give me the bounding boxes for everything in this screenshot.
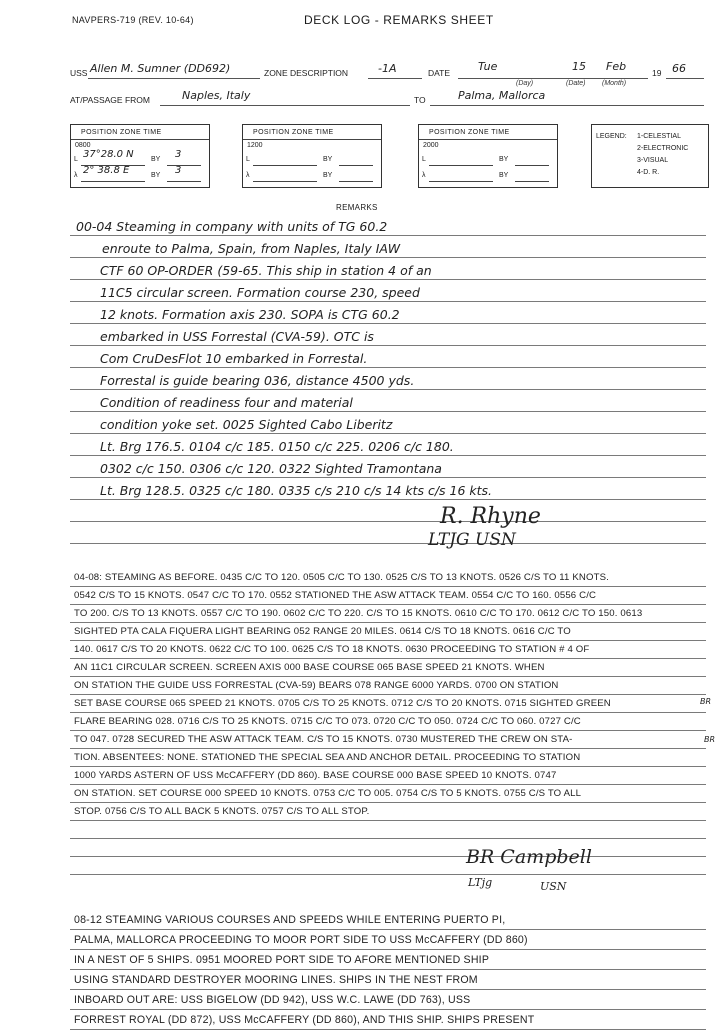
year-prefix: 19 (652, 68, 662, 78)
entry-line: IN A NEST OF 5 SHIPS. 0951 MOORED PORT SIDE TO AFORE MENTIONED SHIP (74, 954, 490, 966)
ruled-line (70, 730, 706, 731)
ruled-line (70, 257, 706, 258)
entry-line: 12 knots. Formation axis 230. SOPA is CTG 60.2 (100, 307, 400, 322)
day-sublabel: (Day) (516, 80, 534, 87)
entry-line: FORREST ROYAL (DD 872), USS McCAFFERY (DD 860), AND THIS SHIP. SHIPS PRESENT (74, 1014, 535, 1026)
ruled-line (70, 323, 706, 324)
entry-line: TION. ABSENTEES: NONE. STATIONED THE SPECIAL SEA AND ANCHOR DETAIL. PROCEEDING TO STATION (74, 752, 581, 763)
ruled-line (70, 640, 706, 641)
longitude-by-value: 3 (175, 165, 182, 176)
entry-line: Com CruDesFlot 10 embarked in Forrestal. (100, 351, 368, 366)
ruled-line (70, 694, 706, 695)
signature-rank-1: LTJG USN (428, 530, 516, 550)
uss-label: USS (70, 68, 88, 78)
signature-service-2: USN (540, 880, 567, 893)
entry-line: 1000 YARDS ASTERN OF USS McCAFFERY (DD 860). BASE COURSE 000 BASE SPEED 10 KNOTS. 0747 (74, 770, 557, 781)
position-box-1200 (242, 124, 382, 188)
position-legend (591, 124, 709, 188)
legend-item: 1-CELESTIAL (637, 133, 681, 140)
entry-line: condition yoke set. 0025 Sighted Cabo Liberitz (100, 417, 393, 432)
latitude-value: 37°28.0 N (83, 149, 134, 160)
ruled-line (70, 838, 706, 839)
ruled-line (70, 802, 706, 803)
by-label: BY (499, 172, 509, 179)
position-box-header: POSITION ZONE TIME (253, 129, 334, 136)
ruled-line (70, 820, 706, 821)
margin-note: BR (704, 735, 716, 744)
ruled-line (70, 477, 706, 478)
passage-from-value: Naples, Italy (182, 89, 251, 102)
entry-line: STOP. 0756 C/S TO ALL BACK 5 KNOTS. 0757 C/S TO ALL STOP. (74, 806, 370, 817)
entry-line: Condition of readiness four and material (100, 395, 353, 410)
entry-line: ON STATION. SET COURSE 000 SPEED 10 KNOTS. 0753 C/C TO 005. 0754 C/S TO 5 KNOTS. 0755 C/S TO ALL (74, 788, 582, 799)
ruled-line (70, 989, 706, 990)
entry-line: 04-08: STEAMING AS BEFORE. 0435 C/C TO 120. 0505 C/C TO 130. 0525 C/S TO 13 KNOTS. 0526 C/S TO 11 KNOTS. (74, 572, 609, 583)
lat-label: L (246, 156, 250, 163)
longitude-value: 2° 38.8 E (83, 165, 130, 176)
ruled-line (70, 586, 706, 587)
month-value: Feb (606, 60, 627, 73)
remarks-heading: REMARKS (336, 203, 378, 212)
ruled-line (70, 433, 706, 434)
ruled-line (70, 766, 706, 767)
entry-line: USING STANDARD DESTROYER MOORING LINES. SHIPS IN THE NEST FROM (74, 974, 478, 986)
latitude-by-value: 3 (175, 149, 182, 160)
position-time: 2000 (423, 142, 439, 149)
entry-line: ON STATION THE GUIDE USS FORRESTAL (CVA-59) BEARS 078 RANGE 6000 YARDS. 0700 ON STATION (74, 680, 559, 691)
ruled-line (70, 874, 706, 875)
position-box-header: POSITION ZONE TIME (429, 129, 510, 136)
position-time: 1200 (247, 142, 263, 149)
lon-label: λ (422, 172, 426, 179)
ruled-line (70, 411, 706, 412)
signature-officer-1: R. Rhyne (440, 504, 541, 529)
ruled-line (70, 389, 706, 390)
ruled-line (70, 543, 706, 544)
entry-line: TO 047. 0728 SECURED THE ASW ATTACK TEAM. C/S TO 15 KNOTS. 0730 MUSTERED THE CREW ON STA- (74, 734, 573, 745)
ruled-line (70, 712, 706, 713)
date-value: 15 (572, 60, 586, 73)
ruled-line (70, 604, 706, 605)
by-label: BY (499, 156, 509, 163)
ruled-line (70, 929, 706, 930)
legend-item: 3-VISUAL (637, 157, 669, 164)
position-time: 0800 (75, 142, 91, 149)
entry-line: Forrestal is guide bearing 036, distance 4500 yds. (100, 373, 415, 388)
ruled-line (70, 345, 706, 346)
position-box-2000 (418, 124, 558, 188)
legend-item: 4-D. R. (637, 169, 660, 176)
entry-line: 11C5 circular screen. Formation course 230, speed (100, 285, 420, 300)
form-number: NAVPERS-719 (REV. 10-64) (72, 15, 194, 25)
lat-label: L (422, 156, 426, 163)
entry-line: 140. 0617 C/S TO 20 KNOTS. 0622 C/C TO 100. 0625 C/S TO 18 KNOTS. 0630 PROCEEDING TO STATION # 4 OF (74, 644, 590, 655)
entry-line: 08-12 STEAMING VARIOUS COURSES AND SPEEDS WHILE ENTERING PUERTO PI, (74, 914, 506, 926)
lat-label: L (74, 156, 78, 163)
ruled-line (70, 676, 706, 677)
by-label: BY (151, 172, 161, 179)
ruled-line (70, 748, 706, 749)
entry-line: 0542 C/S TO 15 KNOTS. 0547 C/C TO 170. 0552 STATIONED THE ASW ATTACK TEAM. 0554 C/C TO 160. 0556 C/C (74, 590, 597, 601)
ruled-line (70, 784, 706, 785)
entry-line: SIGHTED PTA CALA FIQUERA LIGHT BEARING 052 RANGE 20 MILES. 0614 C/S TO 18 KNOTS. 0616 C/C TO (74, 626, 571, 637)
passage-to-label: TO (414, 95, 426, 105)
ruled-line (70, 279, 706, 280)
by-label: BY (151, 156, 161, 163)
entry-line: SET BASE COURSE 065 SPEED 21 KNOTS. 0705 C/S TO 25 KNOTS. 0712 C/S TO 20 KNOTS. 0715 SIGHTED GREEN (74, 698, 611, 709)
ruled-line (70, 969, 706, 970)
position-box-header: POSITION ZONE TIME (81, 129, 162, 136)
lon-label: λ (74, 172, 78, 179)
entry-line: 0302 c/c 150. 0306 c/c 120. 0322 Sighted Tramontana (100, 461, 442, 476)
entry-line: Lt. Brg 128.5. 0325 c/c 180. 0335 c/s 210 c/s 14 kts c/s 16 kts. (100, 483, 493, 498)
ruled-line (70, 455, 706, 456)
date-label: DATE (428, 68, 451, 78)
position-box-0800 (70, 124, 210, 188)
form-title: DECK LOG - REMARKS SHEET (304, 13, 494, 27)
margin-note: BR (700, 697, 712, 706)
entry-line: PALMA, MALLORCA PROCEEDING TO MOOR PORT SIDE TO USS McCAFFERY (DD 860) (74, 934, 528, 946)
zone-description-label: ZONE DESCRIPTION (264, 68, 349, 78)
ruled-line (70, 1029, 706, 1030)
ruled-line (70, 235, 706, 236)
passage-to-value: Palma, Mallorca (458, 89, 546, 102)
day-value: Tue (478, 60, 498, 73)
by-label: BY (323, 156, 333, 163)
zone-description-value: -1A (378, 62, 397, 75)
ruled-line (70, 1009, 706, 1010)
signature-rank-2: LTjg (468, 876, 493, 889)
signature-officer-2: BR Campbell (466, 846, 592, 868)
entry-line: CTF 60 OP-ORDER (59-65. This ship in station 4 of an (100, 263, 432, 278)
ruled-line (70, 856, 706, 857)
month-sublabel: (Month) (602, 80, 627, 87)
by-label: BY (323, 172, 333, 179)
date-sublabel: (Date) (566, 80, 586, 87)
lon-label: λ (246, 172, 250, 179)
ruled-line (70, 622, 706, 623)
year-value: 66 (672, 62, 686, 75)
ruled-line (70, 949, 706, 950)
ship-name: Allen M. Sumner (DD692) (90, 62, 231, 75)
entry-line: TO 200. C/S TO 13 KNOTS. 0557 C/C TO 190. 0602 C/C TO 220. C/S TO 15 KNOTS. 0610 C/C TO 170. 0612 C/C TO 150. 0613 (74, 608, 643, 619)
ruled-line (70, 521, 706, 522)
entry-line: INBOARD OUT ARE: USS BIGELOW (DD 942), USS W.C. LAWE (DD 763), USS (74, 994, 471, 1006)
legend-item: 2-ELECTRONIC (637, 145, 689, 152)
ruled-line (70, 658, 706, 659)
entry-line: embarked in USS Forrestal (CVA-59). OTC is (100, 329, 374, 344)
ruled-line (70, 301, 706, 302)
entry-line: 00-04 Steaming in company with units of TG 60.2 (76, 219, 388, 234)
legend-title: LEGEND: (596, 133, 627, 140)
entry-line: enroute to Palma, Spain, from Naples, Italy IAW (102, 241, 401, 256)
ruled-line (70, 499, 706, 500)
entry-line: AN 11C1 CIRCULAR SCREEN. SCREEN AXIS 000 BASE COURSE 065 BASE SPEED 21 KNOTS. WHEN (74, 662, 545, 673)
entry-line: Lt. Brg 176.5. 0104 c/c 185. 0150 c/c 225. 0206 c/c 180. (100, 439, 454, 454)
ruled-line (70, 367, 706, 368)
entry-line: FLARE BEARING 028. 0716 C/S TO 25 KNOTS. 0715 C/C TO 073. 0720 C/C TO 050. 0724 C/C TO 060. 0727 C/C (74, 716, 581, 727)
passage-from-label: AT/PASSAGE FROM (70, 95, 150, 105)
